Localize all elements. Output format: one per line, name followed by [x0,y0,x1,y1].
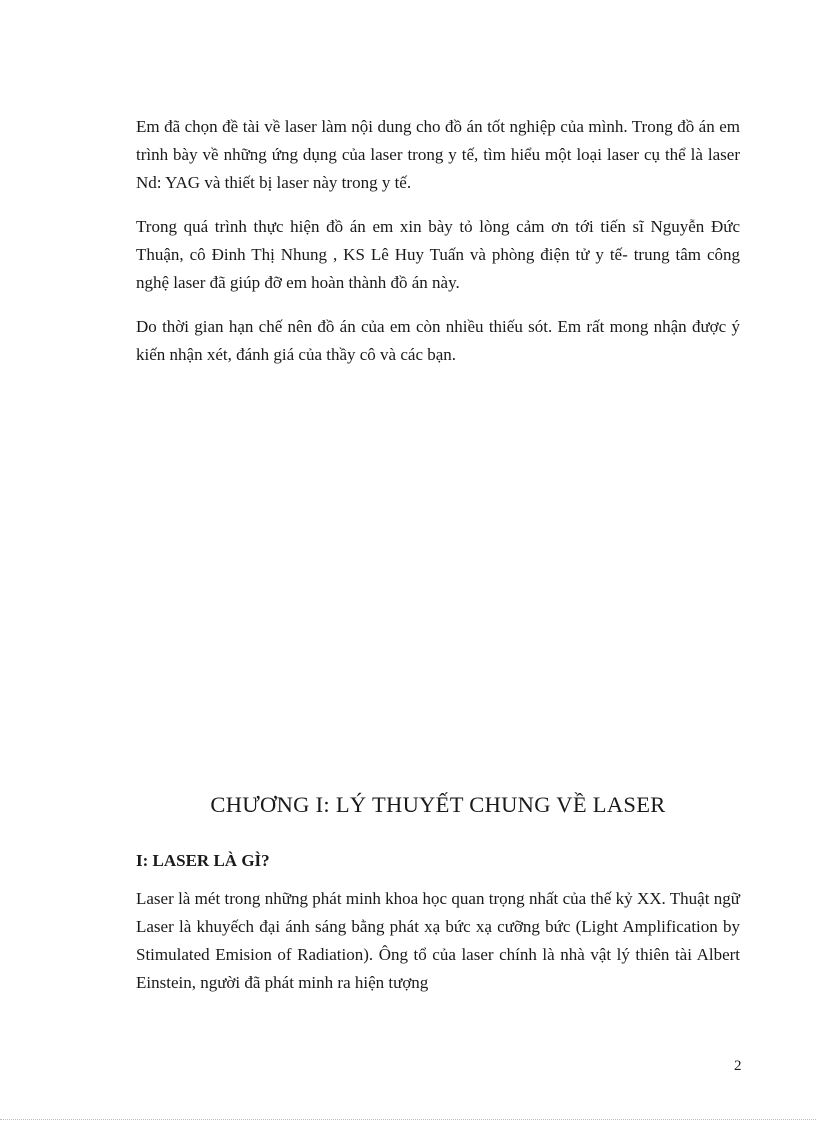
chapter-title: CHƯƠNG I: LÝ THUYẾT CHUNG VỀ LASER [210,792,666,817]
intro-paragraph-topic: Em đã chọn đề tài về laser làm nội dung cho đồ án tốt nghiệp của mình. Trong đồ án em trình bày về những ứng dụng của laser trong y tế, tìm hiểu một loại laser cụ thể là laser Nd: YAG và thiết bị laser này trong y tế. [136,117,740,192]
page-number: 2 [734,1058,742,1074]
intro-paragraph-acknowledgement: Trong quá trình thực hiện đồ án em xin bày tỏ lòng cảm ơn tới tiến sĩ Nguyễn Đức Thuận, cô Đinh Thị Nhung , KS Lê Huy Tuấn và phòng điện tử y tế- trung tâm công nghệ laser đã giúp đỡ em hoàn thành đồ án này. [136,217,740,292]
section-heading: I: LASER LÀ GÌ? [136,851,270,870]
intro-paragraph-closing: Do thời gian hạn chế nên đồ án của em còn nhiều thiếu sót. Em rất mong nhận được ý kiến nhận xét, đánh giá của thầy cô và các bạn. [136,317,740,364]
page-bottom-divider [0,1119,816,1120]
chapter-body-paragraph: Laser là mét trong những phát minh khoa học quan trọng nhất của thế kỷ XX. Thuật ngữ Laser là khuyếch đại ánh sáng bằng phát xạ bức xạ cưỡng bức (Light Amplification by Stimulated Emision of Radiation). Ông tổ của laser chính là nhà vật lý thiên tài Albert Einstein, người đã phát minh ra hiện tượng [136,889,740,992]
